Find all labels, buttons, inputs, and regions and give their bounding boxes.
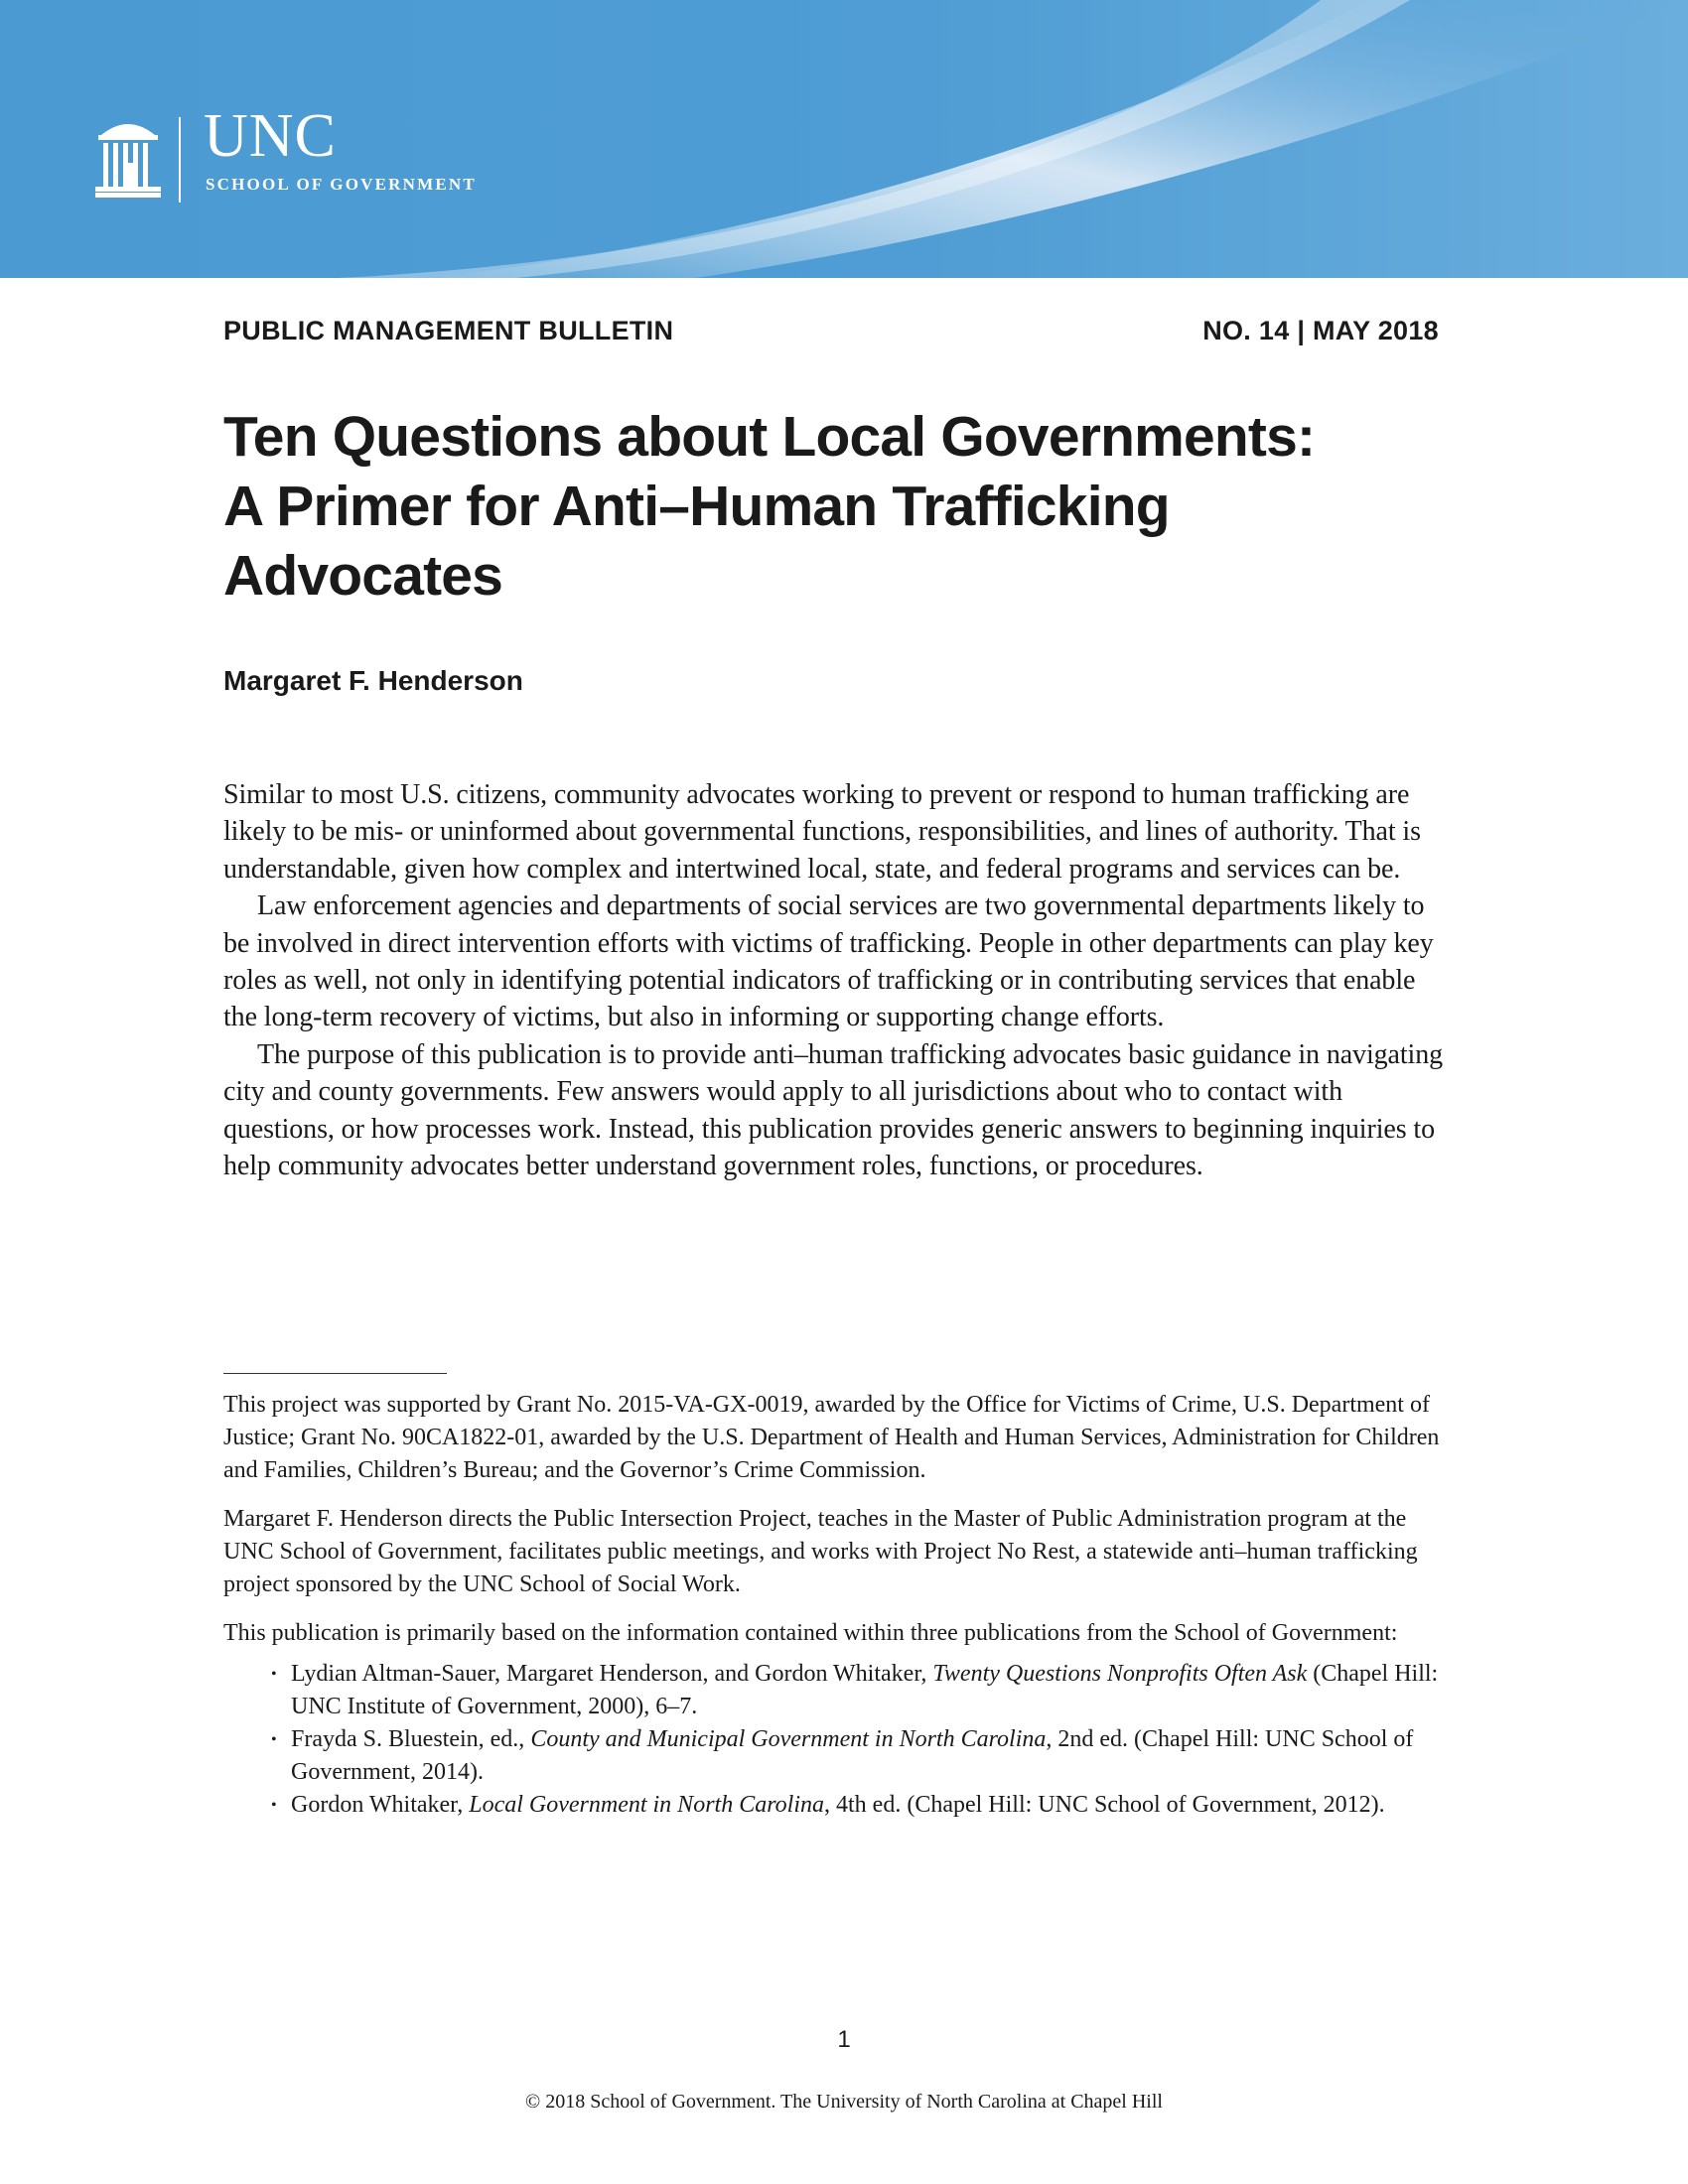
reference-authors: Frayda S. Bluestein, ed., [291, 1726, 531, 1752]
logo-wordmark: UNC [204, 102, 337, 170]
page-title [223, 402, 1465, 611]
author-bio-note: Margaret F. Henderson directs the Public Intersection Project, teaches in the Master of Public Administration program at the UNC School of Government, facilitates public meetings, and works with Project No Rest, a statewide anti–human trafficking project sponsored by the UNC School of Social Work. [223, 1506, 1418, 1597]
reference-title: Local Government in North Carolina [469, 1792, 824, 1818]
reference-title: County and Municipal Government in North Carolina [530, 1726, 1047, 1752]
logo-divider [179, 117, 181, 203]
page-number: 1 [837, 2026, 851, 2053]
title-line: Ten Questions about Local Governments: [223, 405, 1316, 469]
footnotes [223, 1389, 1450, 1822]
reference-authors: Lydian Altman-Sauer, Margaret Henderson, and Gordon Whitaker, [291, 1661, 933, 1687]
reference-item [271, 1789, 1450, 1822]
reference-title: Twenty Questions Nonprofits Often Ask [932, 1661, 1308, 1687]
support-note: This project was supported by Grant No. 2015-VA-GX-0019, awarded by the Office for Victims of Crime, U.S. Department of Justice; Grant No. 90CA1822-01, awarded by the U.S. Department of Health and Human Services, Administration for Children and Families, Children’s Bureau; and the Governor’s Crime Commission. [223, 1392, 1440, 1483]
series-label: PUBLIC MANAGEMENT BULLETIN [223, 316, 674, 345]
issue-label: NO. 14 | MAY 2018 [1202, 316, 1439, 345]
reference-details: , 2nd ed. (Chapel Hill: UNC School of Government, 2014). [291, 1726, 1414, 1785]
body-paragraph: Similar to most U.S. citizens, community advocates working to prevent or respond to human trafficking are likely to be mis- or uninformed about governmental functions, responsibilities, and lines of authority. That is understandable, given how complex and intertwined local, state, and federal programs and services can be. [223, 779, 1421, 885]
copyright-notice: © 2018 School of Government. The University of North Carolina at Chapel Hill [525, 2091, 1163, 2113]
reference-details: (Chapel Hill: UNC Institute of Government, 2000), 6–7. [291, 1661, 1439, 1719]
author-name: Margaret F. Henderson [223, 665, 523, 696]
reference-item [271, 1658, 1450, 1723]
bullet-icon: • [271, 1666, 277, 1683]
logo-subtitle: SCHOOL OF GOVERNMENT [206, 175, 477, 194]
old-well-icon [95, 113, 161, 199]
body-paragraph: Law enforcement agencies and departments of social services are two governmental departments likely to be involved in direct intervention efforts with victims of trafficking. People in other departments can play key roles as well, not only in identifying potential indicators of trafficking or in contributing services that enable the long-term recovery of victims, but also in informing or supporting change efforts. [223, 890, 1434, 1033]
reference-details: , 4th ed. (Chapel Hill: UNC School of Government, 2012). [824, 1792, 1385, 1818]
reference-item [271, 1723, 1450, 1789]
body-text [223, 776, 1450, 1184]
bullet-icon: • [271, 1731, 277, 1748]
bullet-icon: • [271, 1797, 277, 1814]
reference-authors: Gordon Whitaker, [291, 1792, 470, 1818]
title-line: A Primer for Anti–Human Trafficking [223, 475, 1170, 538]
footnote-rule [223, 1373, 447, 1374]
title-line: Advocates [223, 544, 503, 608]
reference-list [223, 1658, 1450, 1822]
body-paragraph: The purpose of this publication is to provide anti–human trafficking advocates basic guidance in navigating city and county governments. Few answers would apply to all jurisdictions about who to contact with questions, or how processes work. Instead, this publication provides generic answers to beginning inquiries to help community advocates better understand government roles, functions, or procedures. [223, 1038, 1444, 1182]
sources-note: This publication is primarily based on the information contained within three publications from the School of Government: [223, 1620, 1398, 1646]
